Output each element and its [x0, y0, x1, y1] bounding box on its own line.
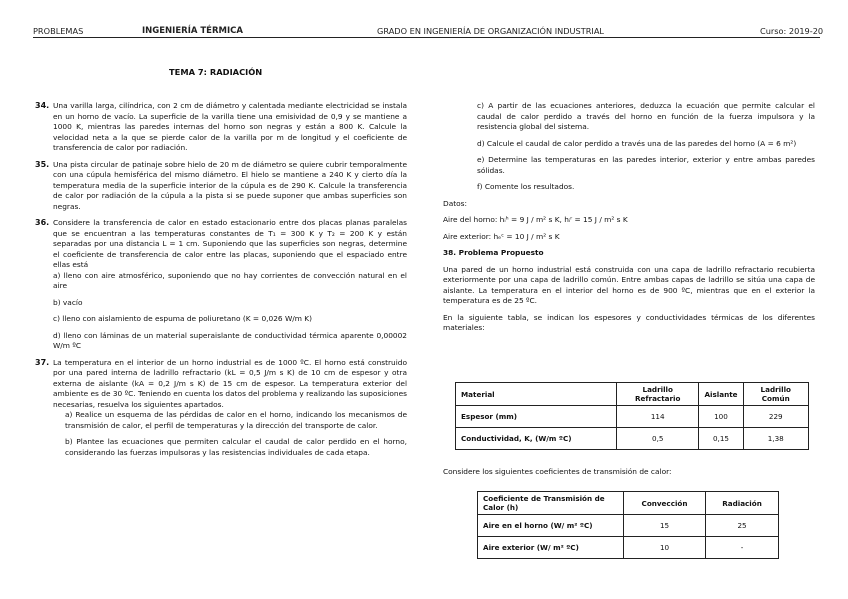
table-header-cell: Material — [456, 383, 617, 406]
problem-text: Una varilla larga, cilíndrica, con 2 cm de diámetro y calentada mediante electricidad se instala en un horno de vacío. La superficie de la varilla tiene una emisividad de 0,9 y se mantiene a 1000 K, mientras las paredes internas del horno son negras y están a 800 K. Calcule la velocidad neta a la que se pierde calor de la varilla por m de longitud y el coeficiente de transferencia de calor por radiación. — [53, 101, 407, 152]
table-header-row — [478, 492, 779, 515]
table-row — [456, 428, 809, 450]
header-rule — [33, 37, 820, 38]
table-cell: Espesor (mm) — [456, 406, 617, 428]
table-row — [478, 537, 779, 559]
problem-number: 34. — [35, 101, 50, 110]
header-course: Curso: 2019-20 — [760, 26, 824, 36]
table-cell: 0,5 — [617, 428, 699, 450]
problem-text: Considere la transferencia de calor en estado estacionario entre dos placas planas paralelas que se encuentran a las temperaturas constantes de T₁ = 300 K y T₂ = 200 K y están separadas por una distancia L = 1 cm. Suponiendo que las superficies son negras, determine el coeficiente de transferencia de calor entre las placas, suponiendo que el espaciado entre ellas está — [53, 218, 407, 269]
datos-label: Datos: — [443, 198, 467, 208]
table-row — [478, 515, 779, 537]
table-cell: 10 — [624, 537, 706, 559]
problem-36 — [37, 218, 407, 352]
table-header-cell: Convección — [624, 492, 706, 515]
problem-text: Una pista circular de patinaje sobre hielo de 20 m de diámetro se quiere cubrir temporalmente con una cúpula hemisférica del mismo diámetro. El hielo se mantiene a 240 K y cierto día la temperatura media de la superficie interior de la cúpula es de 290 K. Calcule la transferencia de calor por radiación de la cúpula a la pista si se puede suponer que ambas superficies son negras. — [53, 159, 407, 211]
problem-37-c: c) A partir de las ecuaciones anteriores, deduzca la ecuación que permite calcular el caudal de calor perdido a través del horno en función de la fuerza impulsora y la resistencia global del sistema. — [477, 101, 815, 131]
dato-aire-horno: Aire del horno: hᵢʰ = 9 J / m² s K, hᵢʳ = 15 J / m² s K — [443, 215, 628, 224]
materials-table — [455, 382, 809, 450]
table-cell: Aire en el horno (W/ m² ºC) — [478, 515, 624, 537]
problem-text: La temperatura en el interior de un horno industrial es de 1000 ºC. El horno está construido por una pared interna de ladrillo refractario (kL = 0,5 J/m s K) de 10 cm de espesor y otra externa de aislante (kA = 0,2 J/m s K) de 15 cm de espesor. La temperatura exterior del ambiente es de 30 ºC. Teniendo en cuenta los datos del problema y realizando las suposiciones necesarias, resuelva los siguientes apartados. — [53, 357, 407, 409]
problem-number: 36. — [35, 218, 50, 227]
tema-title: TEMA 7: RADIACIÓN — [169, 67, 263, 77]
problem-34 — [37, 101, 407, 154]
problem-35 — [37, 160, 407, 213]
problem-37 — [37, 358, 407, 459]
table-cell: 1,38 — [743, 428, 809, 450]
problem-37-a: a) Realice un esquema de las pérdidas de calor en el horno, indicando los mecanismos de transmisión de calor, el perfil de temperaturas y la dirección del transporte de calor. — [65, 410, 407, 430]
table-cell: - — [706, 537, 779, 559]
table-cell: 100 — [699, 406, 743, 428]
problem-37-f: f) Comente los resultados. — [477, 182, 575, 191]
problem-38-text1: Una pared de un horno industrial está construida con una capa de ladrillo refractario recubierta exteriormente por una capa de ladrillo común. Entre ambas capas de ladrillo se sitúa una capa de aislante. La temperatura en el interior del horno es de 900 ºC, mientras que en el exterior la temperatura es de 25 ºC. — [443, 264, 815, 305]
table-header-cell: Aislante — [699, 383, 743, 406]
table-cell: 0,15 — [699, 428, 743, 450]
problem-37-d: d) Calcule el caudal de calor perdido a través una de las paredes del horno (A = 6 m²) — [477, 138, 797, 148]
right-column — [443, 101, 815, 340]
coefficients-table — [477, 491, 779, 559]
dato-aire-exterior: Aire exterior: hₑᶜ = 10 J / m² s K — [443, 231, 560, 241]
header-degree: GRADO EN INGENIERÍA DE ORGANIZACIÓN INDUSTRIAL — [377, 26, 604, 36]
table-header-cell: Coeficiente de Transmisión de Calor (h) — [478, 492, 624, 515]
table-header-cell: Ladrillo Refractario — [617, 383, 699, 406]
problem-number: 35. — [35, 159, 50, 169]
problem-37-b: b) Plantee las ecuaciones que permiten calcular el caudal de calor perdido en el horno, considerando las fuerzas impulsoras y las resistencias individuales de cada etapa. — [65, 437, 407, 457]
problem-36-c: c) lleno con aislamiento de espuma de poliuretano (K = 0,026 W/m K) — [53, 314, 313, 323]
problem-36-d: d) lleno con láminas de un material superaislante de conductividad térmica aparente 0,00002 W/m ºC — [53, 330, 407, 350]
table-header-cell: Radiación — [706, 492, 779, 515]
table-cell: Conductividad, K, (W/m ºC) — [456, 428, 617, 450]
table-row — [456, 406, 809, 428]
left-column — [37, 101, 407, 464]
table-header-cell: Ladrillo Común — [743, 383, 809, 406]
table-cell: 229 — [743, 406, 809, 428]
problem-36-a: a) lleno con aire atmosférico, suponiendo que no hay corrientes de convección natural en el aire — [53, 270, 407, 290]
header-subject: INGENIERÍA TÉRMICA — [142, 26, 243, 36]
table-cell: 15 — [624, 515, 706, 537]
problem-38-title: 38. Problema Propuesto — [443, 248, 544, 257]
problem-36-b: b) vacío — [53, 297, 83, 307]
table-cell: 114 — [617, 406, 699, 428]
problem-number: 37. — [35, 357, 50, 367]
table-cell: Aire exterior (W/ m² ºC) — [478, 537, 624, 559]
table-header-row — [456, 383, 809, 406]
problem-38-text2: En la siguiente tabla, se indican los espesores y conductividades térmicas de los diferentes materiales: — [443, 312, 815, 332]
header-problemas: PROBLEMAS — [33, 26, 84, 36]
table-cell: 25 — [706, 515, 779, 537]
problem-37-e: e) Determine las temperaturas en las paredes interior, exterior y entre ambas paredes sólidas. — [477, 155, 815, 175]
problem-38-text3: Considere los siguientes coeficientes de transmisión de calor: — [443, 467, 672, 476]
